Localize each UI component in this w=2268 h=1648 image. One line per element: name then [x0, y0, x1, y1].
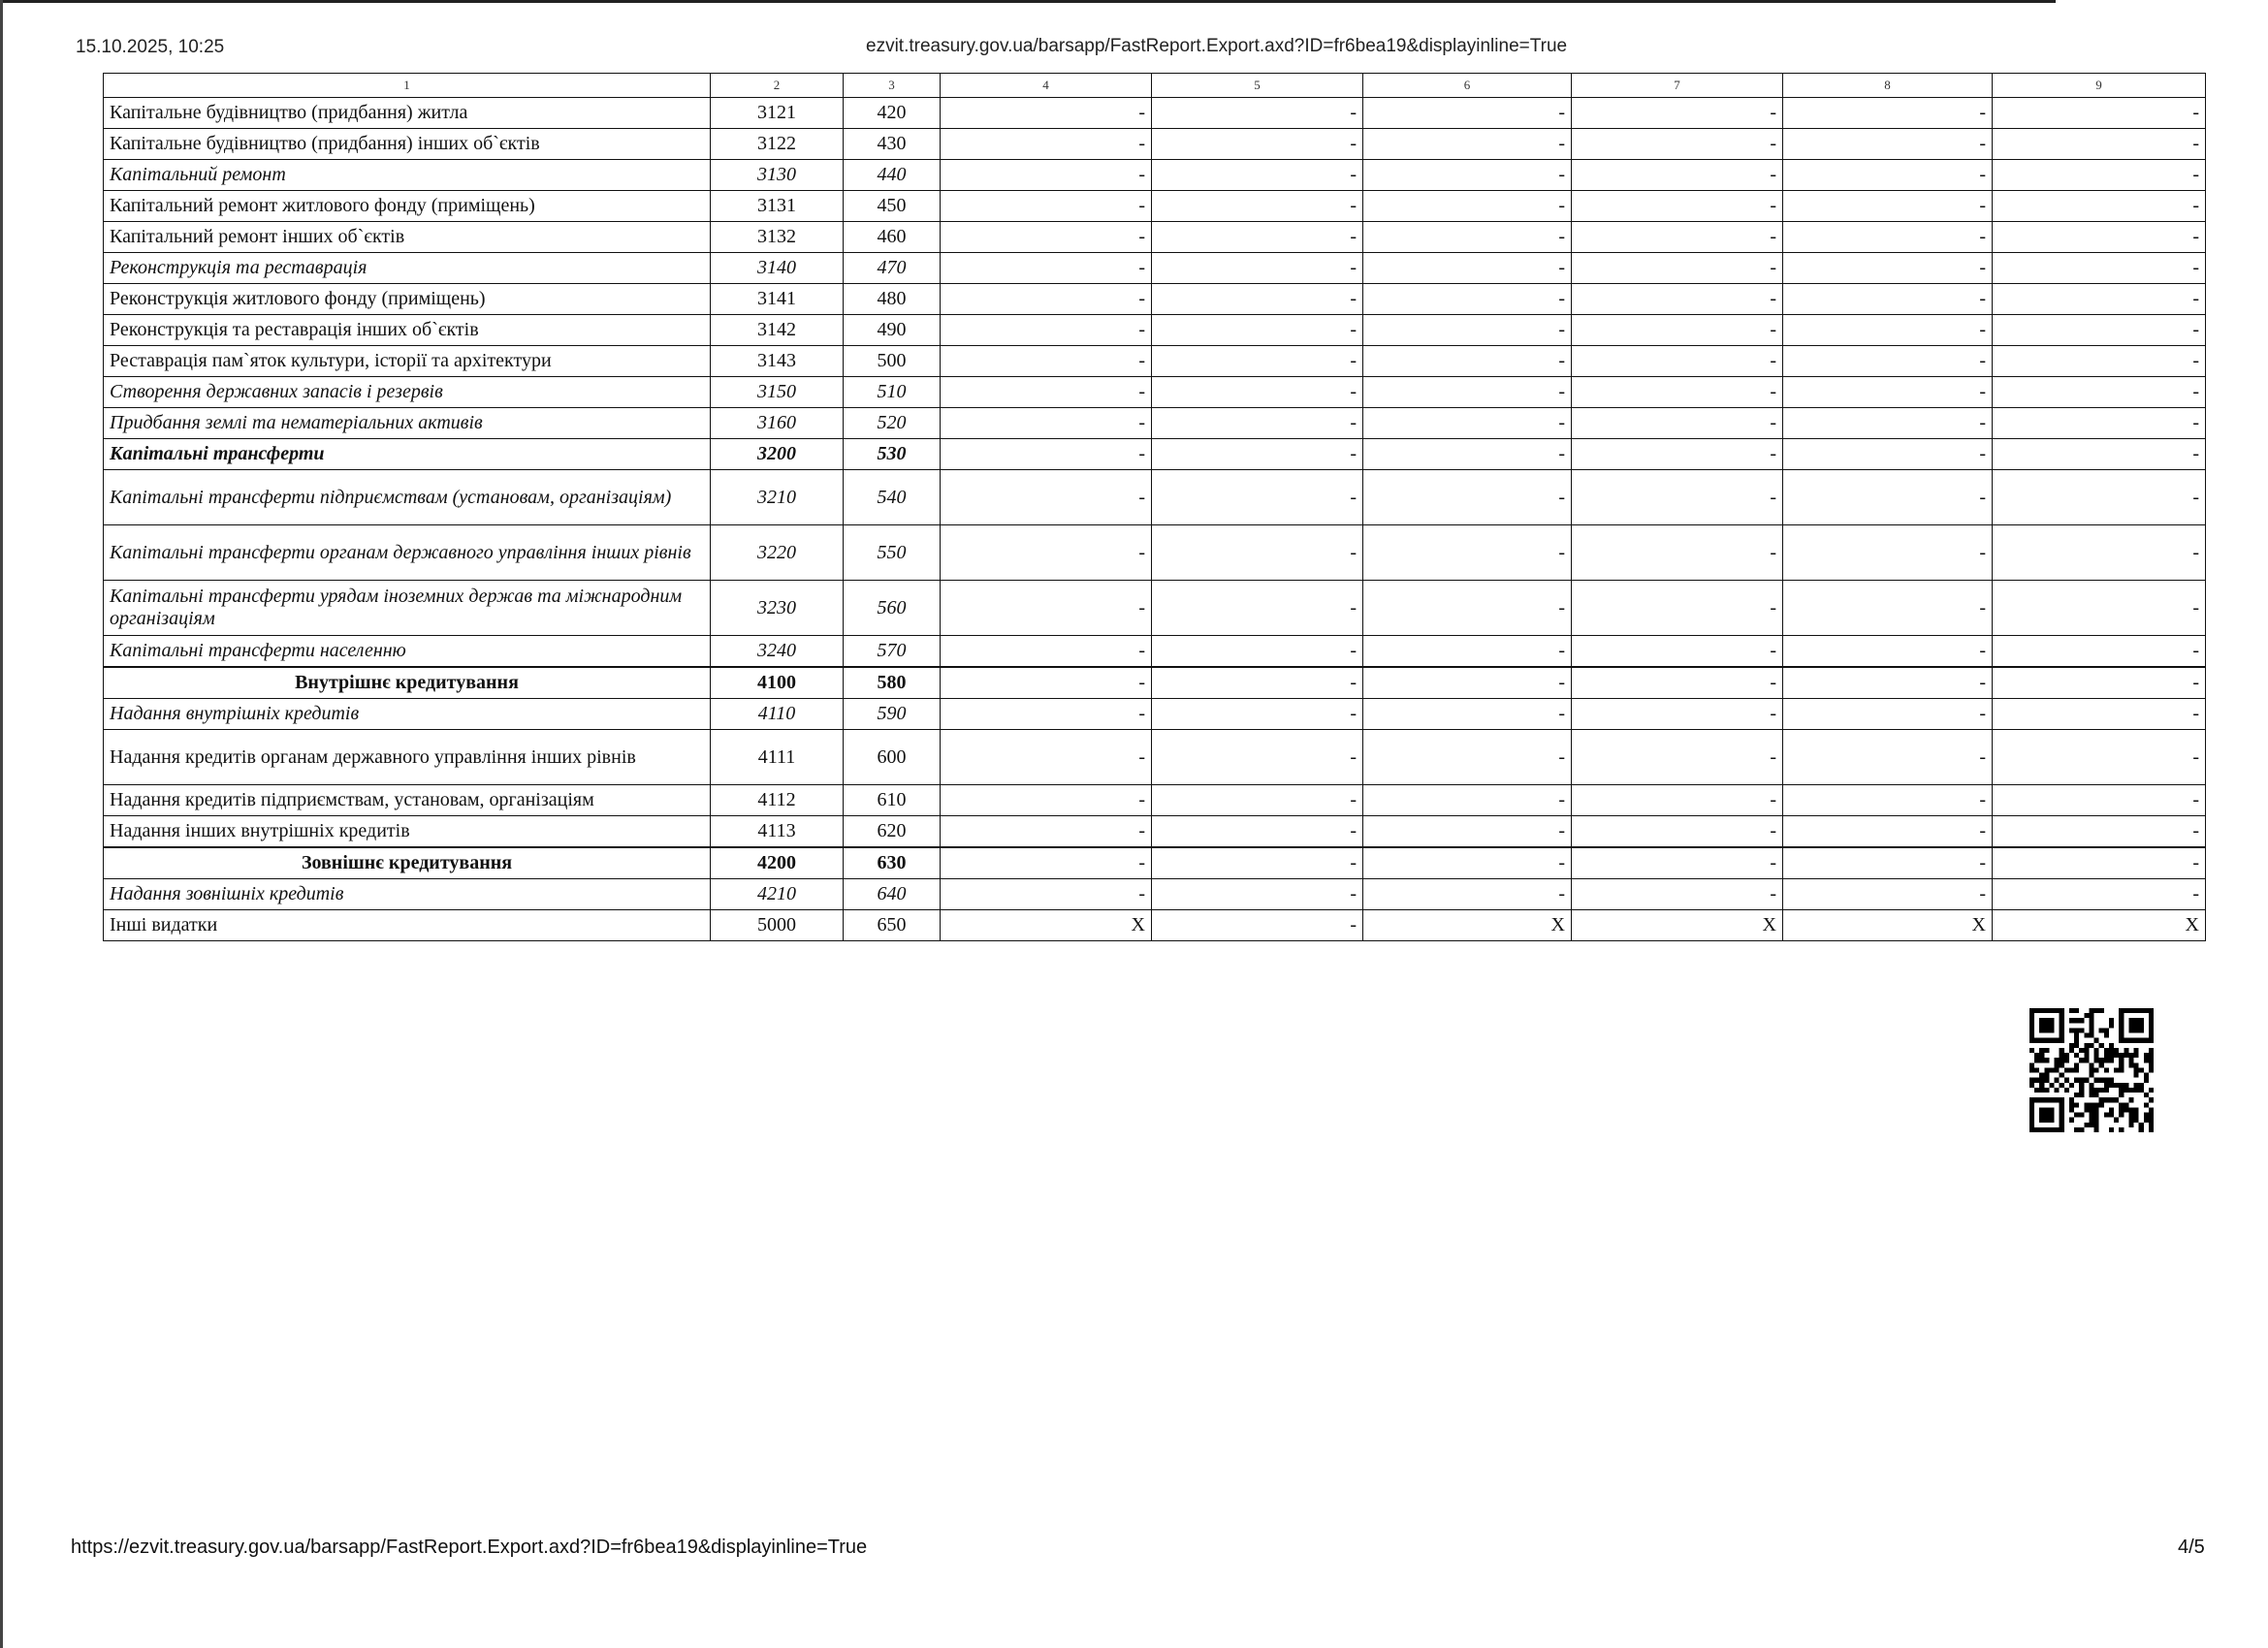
line-item-name: Капітальні трансферти урядам іноземних держав та міжнародним організаціям	[104, 581, 711, 636]
value-col-4: -	[941, 816, 1152, 848]
economic-code: 4111	[711, 730, 844, 785]
economic-code: 3200	[711, 439, 844, 470]
value-col-6: -	[1363, 816, 1572, 848]
value-col-9: -	[1993, 408, 2206, 439]
value-col-5: -	[1152, 98, 1363, 129]
value-col-7: -	[1572, 346, 1783, 377]
value-col-9: -	[1993, 785, 2206, 816]
value-col-8: -	[1783, 346, 1993, 377]
economic-code: 3150	[711, 377, 844, 408]
row-code: 520	[844, 408, 941, 439]
value-col-9: -	[1993, 525, 2206, 581]
value-col-7: -	[1572, 730, 1783, 785]
economic-code: 3132	[711, 222, 844, 253]
value-col-5: -	[1152, 470, 1363, 525]
value-col-7: -	[1572, 377, 1783, 408]
table-row	[104, 222, 2206, 253]
value-col-7: -	[1572, 408, 1783, 439]
value-col-8: -	[1783, 730, 1993, 785]
line-item-name: Надання кредитів органам державного управління інших рівнів	[104, 730, 711, 785]
table-row	[104, 284, 2206, 315]
table-row	[104, 129, 2206, 160]
value-col-6: -	[1363, 191, 1572, 222]
value-col-9: -	[1993, 315, 2206, 346]
line-item-name: Створення державних запасів і резервів	[104, 377, 711, 408]
value-col-8: -	[1783, 284, 1993, 315]
line-item-name: Капітальне будівництво (придбання) інших об`єктів	[104, 129, 711, 160]
value-col-7: -	[1572, 847, 1783, 879]
table-row	[104, 847, 2206, 879]
value-col-7: -	[1572, 785, 1783, 816]
value-col-6: -	[1363, 408, 1572, 439]
table-row	[104, 525, 2206, 581]
value-col-4: -	[941, 730, 1152, 785]
row-code: 540	[844, 470, 941, 525]
value-col-5: -	[1152, 910, 1363, 941]
value-col-9: -	[1993, 346, 2206, 377]
value-col-4: -	[941, 699, 1152, 730]
value-col-6: -	[1363, 470, 1572, 525]
economic-code: 3210	[711, 470, 844, 525]
row-code: 620	[844, 816, 941, 848]
economic-code: 3160	[711, 408, 844, 439]
value-col-8: -	[1783, 315, 1993, 346]
economic-code: 3121	[711, 98, 844, 129]
value-col-8: -	[1783, 222, 1993, 253]
print-datetime: 15.10.2025, 10:25	[76, 37, 225, 57]
line-item-name: Реконструкція та реставрація	[104, 253, 711, 284]
table-row	[104, 636, 2206, 668]
value-col-7: -	[1572, 129, 1783, 160]
line-item-name: Капітальні трансферти підприємствам (установам, організаціям)	[104, 470, 711, 525]
value-col-4: -	[941, 284, 1152, 315]
value-col-9: -	[1993, 581, 2206, 636]
value-col-5: -	[1152, 284, 1363, 315]
line-item-name: Надання кредитів підприємствам, установам, організаціям	[104, 785, 711, 816]
value-col-5: -	[1152, 191, 1363, 222]
row-code: 500	[844, 346, 941, 377]
print-footer-url: https://ezvit.treasury.gov.ua/barsapp/FastReport.Export.axd?ID=fr6bea19&displayinline=True	[71, 1537, 868, 1558]
row-code: 590	[844, 699, 941, 730]
economic-code: 3143	[711, 346, 844, 377]
column-number-row	[104, 74, 2206, 98]
table-row	[104, 160, 2206, 191]
value-col-9: -	[1993, 699, 2206, 730]
value-col-5: -	[1152, 847, 1363, 879]
value-col-4: -	[941, 160, 1152, 191]
value-col-4: -	[941, 581, 1152, 636]
value-col-4: -	[941, 346, 1152, 377]
value-col-7: X	[1572, 910, 1783, 941]
value-col-7: -	[1572, 315, 1783, 346]
value-col-7: -	[1572, 470, 1783, 525]
qr-code	[2029, 1008, 2154, 1132]
column-number-9: 9	[1993, 74, 2206, 98]
value-col-8: -	[1783, 129, 1993, 160]
value-col-4: -	[941, 253, 1152, 284]
row-code: 490	[844, 315, 941, 346]
value-col-6: -	[1363, 785, 1572, 816]
line-item-name: Капітальний ремонт інших об`єктів	[104, 222, 711, 253]
table-row	[104, 581, 2206, 636]
value-col-5: -	[1152, 879, 1363, 910]
value-col-4: -	[941, 98, 1152, 129]
row-code: 550	[844, 525, 941, 581]
row-code: 630	[844, 847, 941, 879]
line-item-name: Капітальне будівництво (придбання) житла	[104, 98, 711, 129]
column-number-6: 6	[1363, 74, 1572, 98]
line-item-name: Реставрація пам`яток культури, історії та архітектури	[104, 346, 711, 377]
value-col-7: -	[1572, 879, 1783, 910]
value-col-8: -	[1783, 785, 1993, 816]
value-col-4: -	[941, 315, 1152, 346]
table-row	[104, 315, 2206, 346]
table-row	[104, 408, 2206, 439]
economic-code: 3122	[711, 129, 844, 160]
line-item-name: Реконструкція та реставрація інших об`єктів	[104, 315, 711, 346]
economic-code: 3142	[711, 315, 844, 346]
economic-code: 4210	[711, 879, 844, 910]
value-col-9: -	[1993, 222, 2206, 253]
value-col-9: -	[1993, 129, 2206, 160]
table-row	[104, 816, 2206, 848]
value-col-8: -	[1783, 816, 1993, 848]
row-code: 650	[844, 910, 941, 941]
row-code: 610	[844, 785, 941, 816]
page-left-border	[0, 0, 3, 1648]
table-row	[104, 470, 2206, 525]
value-col-6: -	[1363, 253, 1572, 284]
value-col-4: -	[941, 847, 1152, 879]
value-col-9: -	[1993, 191, 2206, 222]
value-col-5: -	[1152, 581, 1363, 636]
value-col-5: -	[1152, 667, 1363, 699]
table-row	[104, 98, 2206, 129]
value-col-5: -	[1152, 816, 1363, 848]
row-code: 430	[844, 129, 941, 160]
value-col-5: -	[1152, 222, 1363, 253]
value-col-4: -	[941, 879, 1152, 910]
line-item-name: Зовнішнє кредитування	[104, 847, 711, 879]
column-number-7: 7	[1572, 74, 1783, 98]
line-item-name: Надання внутрішніх кредитів	[104, 699, 711, 730]
line-item-name: Надання інших внутрішніх кредитів	[104, 816, 711, 848]
column-number-3: 3	[844, 74, 941, 98]
column-number-4: 4	[941, 74, 1152, 98]
row-code: 420	[844, 98, 941, 129]
row-code: 460	[844, 222, 941, 253]
economic-code: 4100	[711, 667, 844, 699]
value-col-9: X	[1993, 910, 2206, 941]
value-col-5: -	[1152, 636, 1363, 668]
value-col-9: -	[1993, 160, 2206, 191]
table-body	[104, 98, 2206, 941]
value-col-8: -	[1783, 408, 1993, 439]
value-col-6: -	[1363, 284, 1572, 315]
value-col-8: -	[1783, 253, 1993, 284]
value-col-7: -	[1572, 525, 1783, 581]
value-col-4: X	[941, 910, 1152, 941]
value-col-8: -	[1783, 439, 1993, 470]
row-code: 470	[844, 253, 941, 284]
value-col-6: X	[1363, 910, 1572, 941]
economic-code: 3130	[711, 160, 844, 191]
value-col-9: -	[1993, 816, 2206, 848]
value-col-9: -	[1993, 879, 2206, 910]
value-col-9: -	[1993, 667, 2206, 699]
economic-code: 3131	[711, 191, 844, 222]
value-col-9: -	[1993, 636, 2206, 668]
line-item-name: Капітальний ремонт	[104, 160, 711, 191]
value-col-5: -	[1152, 439, 1363, 470]
value-col-7: -	[1572, 667, 1783, 699]
value-col-7: -	[1572, 439, 1783, 470]
economic-code: 3140	[711, 253, 844, 284]
row-code: 530	[844, 439, 941, 470]
table-row	[104, 253, 2206, 284]
value-col-9: -	[1993, 253, 2206, 284]
value-col-6: -	[1363, 346, 1572, 377]
value-col-9: -	[1993, 730, 2206, 785]
value-col-6: -	[1363, 525, 1572, 581]
table-row	[104, 879, 2206, 910]
row-code: 580	[844, 667, 941, 699]
value-col-6: -	[1363, 847, 1572, 879]
print-header-url: ezvit.treasury.gov.ua/barsapp/FastReport.Export.axd?ID=fr6bea19&displayinline=True	[866, 36, 1568, 56]
value-col-7: -	[1572, 284, 1783, 315]
value-col-4: -	[941, 408, 1152, 439]
economic-code: 3220	[711, 525, 844, 581]
table-row	[104, 667, 2206, 699]
value-col-8: -	[1783, 879, 1993, 910]
value-col-9: -	[1993, 284, 2206, 315]
value-col-7: -	[1572, 160, 1783, 191]
value-col-7: -	[1572, 191, 1783, 222]
line-item-name: Інші видатки	[104, 910, 711, 941]
value-col-8: -	[1783, 377, 1993, 408]
value-col-6: -	[1363, 98, 1572, 129]
value-col-4: -	[941, 636, 1152, 668]
value-col-6: -	[1363, 730, 1572, 785]
line-item-name: Капітальні трансферти населенню	[104, 636, 711, 668]
economic-code: 4200	[711, 847, 844, 879]
value-col-4: -	[941, 525, 1152, 581]
column-number-8: 8	[1783, 74, 1993, 98]
value-col-6: -	[1363, 377, 1572, 408]
value-col-7: -	[1572, 581, 1783, 636]
expenditure-report-table	[103, 73, 2206, 941]
value-col-5: -	[1152, 346, 1363, 377]
value-col-5: -	[1152, 730, 1363, 785]
value-col-7: -	[1572, 699, 1783, 730]
economic-code: 4112	[711, 785, 844, 816]
value-col-8: -	[1783, 847, 1993, 879]
economic-code: 4113	[711, 816, 844, 848]
value-col-4: -	[941, 470, 1152, 525]
value-col-4: -	[941, 222, 1152, 253]
value-col-6: -	[1363, 315, 1572, 346]
row-code: 450	[844, 191, 941, 222]
value-col-7: -	[1572, 253, 1783, 284]
table-row	[104, 699, 2206, 730]
page-top-border	[0, 0, 2056, 3]
value-col-8: -	[1783, 470, 1993, 525]
line-item-name: Придбання землі та нематеріальних активів	[104, 408, 711, 439]
value-col-5: -	[1152, 160, 1363, 191]
value-col-9: -	[1993, 847, 2206, 879]
value-col-5: -	[1152, 525, 1363, 581]
value-col-8: -	[1783, 191, 1993, 222]
value-col-5: -	[1152, 785, 1363, 816]
table-row	[104, 785, 2206, 816]
value-col-6: -	[1363, 699, 1572, 730]
economic-code: 3141	[711, 284, 844, 315]
value-col-7: -	[1572, 816, 1783, 848]
value-col-6: -	[1363, 160, 1572, 191]
value-col-4: -	[941, 667, 1152, 699]
value-col-4: -	[941, 129, 1152, 160]
value-col-6: -	[1363, 879, 1572, 910]
value-col-7: -	[1572, 636, 1783, 668]
value-col-6: -	[1363, 667, 1572, 699]
value-col-5: -	[1152, 408, 1363, 439]
value-col-6: -	[1363, 636, 1572, 668]
value-col-6: -	[1363, 439, 1572, 470]
economic-code: 3240	[711, 636, 844, 668]
value-col-9: -	[1993, 377, 2206, 408]
row-code: 600	[844, 730, 941, 785]
value-col-7: -	[1572, 98, 1783, 129]
column-number-5: 5	[1152, 74, 1363, 98]
economic-code: 5000	[711, 910, 844, 941]
table-row	[104, 191, 2206, 222]
row-code: 440	[844, 160, 941, 191]
value-col-9: -	[1993, 98, 2206, 129]
economic-code: 3230	[711, 581, 844, 636]
value-col-8: -	[1783, 699, 1993, 730]
row-code: 480	[844, 284, 941, 315]
row-code: 570	[844, 636, 941, 668]
line-item-name: Внутрішнє кредитування	[104, 667, 711, 699]
value-col-4: -	[941, 377, 1152, 408]
row-code: 560	[844, 581, 941, 636]
column-number-2: 2	[711, 74, 844, 98]
line-item-name: Капітальні трансферти	[104, 439, 711, 470]
value-col-8: -	[1783, 667, 1993, 699]
economic-code: 4110	[711, 699, 844, 730]
value-col-8: -	[1783, 636, 1993, 668]
value-col-7: -	[1572, 222, 1783, 253]
value-col-5: -	[1152, 699, 1363, 730]
value-col-8: -	[1783, 525, 1993, 581]
value-col-4: -	[941, 785, 1152, 816]
value-col-9: -	[1993, 470, 2206, 525]
value-col-4: -	[941, 439, 1152, 470]
value-col-6: -	[1363, 581, 1572, 636]
table-row	[104, 377, 2206, 408]
line-item-name: Капітальні трансферти органам державного управління інших рівнів	[104, 525, 711, 581]
value-col-4: -	[941, 191, 1152, 222]
value-col-5: -	[1152, 129, 1363, 160]
value-col-5: -	[1152, 253, 1363, 284]
line-item-name: Капітальний ремонт житлового фонду (приміщень)	[104, 191, 711, 222]
table-row	[104, 910, 2206, 941]
value-col-6: -	[1363, 222, 1572, 253]
table-row	[104, 346, 2206, 377]
column-number-1: 1	[104, 74, 711, 98]
value-col-6: -	[1363, 129, 1572, 160]
value-col-8: X	[1783, 910, 1993, 941]
page-number: 4/5	[2178, 1537, 2205, 1558]
table-row	[104, 730, 2206, 785]
row-code: 640	[844, 879, 941, 910]
row-code: 510	[844, 377, 941, 408]
line-item-name: Надання зовнішніх кредитів	[104, 879, 711, 910]
value-col-5: -	[1152, 315, 1363, 346]
value-col-5: -	[1152, 377, 1363, 408]
value-col-9: -	[1993, 439, 2206, 470]
line-item-name: Реконструкція житлового фонду (приміщень)	[104, 284, 711, 315]
value-col-8: -	[1783, 98, 1993, 129]
value-col-8: -	[1783, 581, 1993, 636]
table-row	[104, 439, 2206, 470]
value-col-8: -	[1783, 160, 1993, 191]
